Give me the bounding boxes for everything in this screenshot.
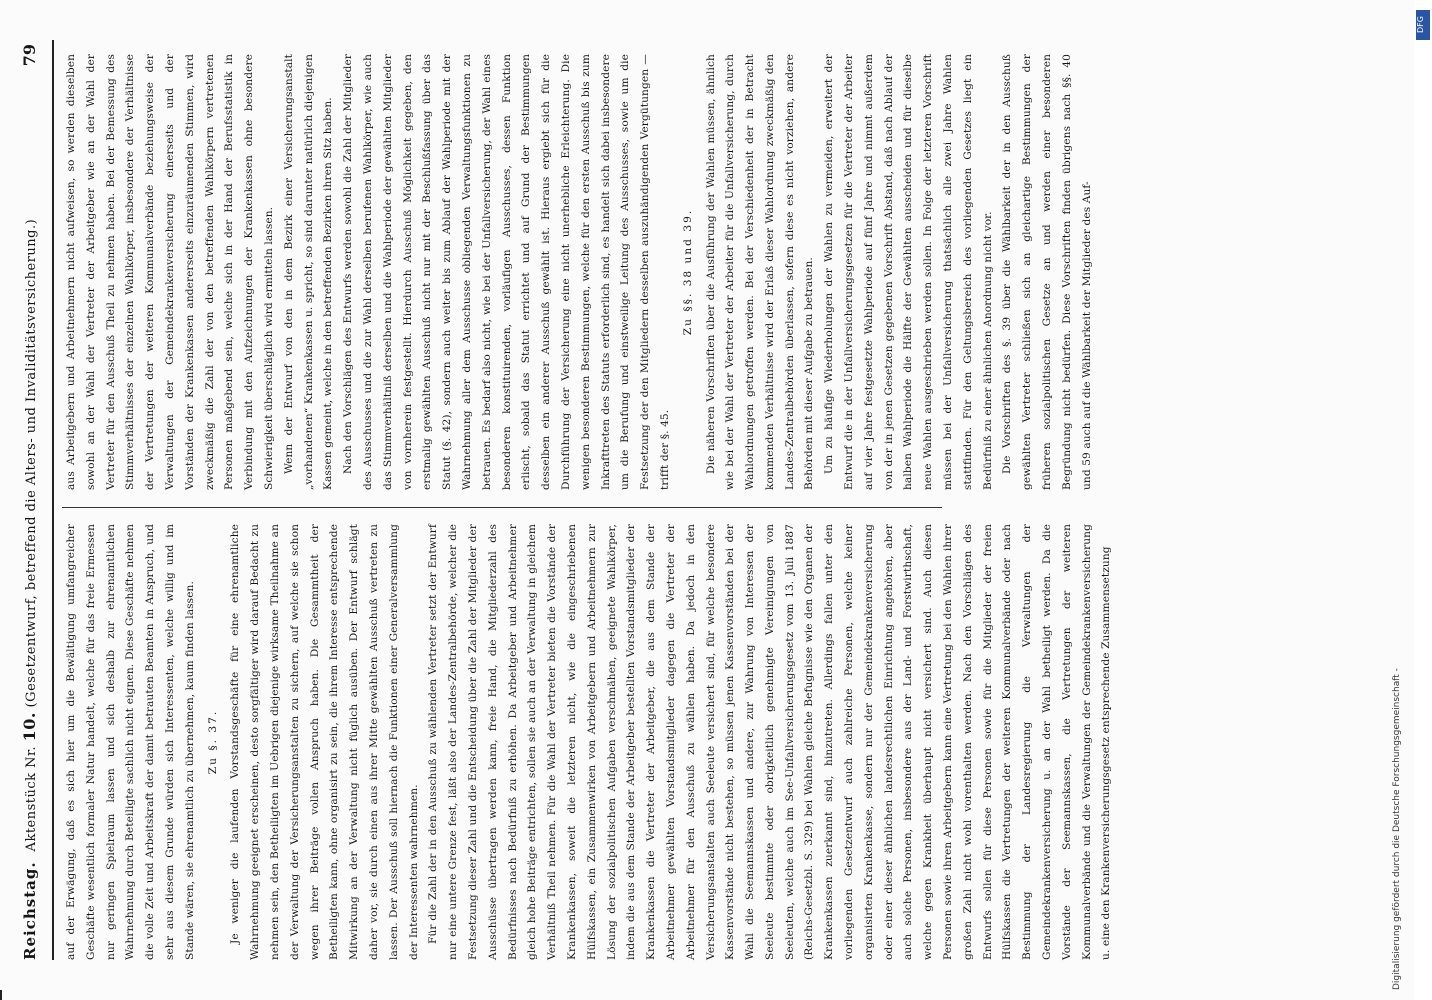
section-heading: Zu §. 37. [206,709,219,775]
paragraph: Für die Zahl der in den Ausschuß zu wählenden Vertreter setzt der Entwurf nur eine untere Grenze fest, läßt also der Landes-Zentralbehörde, welcher die Festsetzung dieser Zahl und die Entscheidung über die Zahl der Mitglieder der Ausschüsse übertragen werden kann, freie Hand, die Mitgliederzahl des Bedürfnisses nach Bedürfniß zu erhöhen. Da Arbeitgeber und Arbeitnehmer gleich hohe Beiträge entrichten, sollen sie auch an der Verwaltung in gleichem Verhältniß Theil nehmen. Für die Wahl der Vertreter bieten die Vorstände der Krankenkassen, soweit die letzteren nicht, wie die eingeschriebenen Hülfskassen, ein Zusammenwirken von Arbeitgebern und Arbeitnehmern zur Lösung der sozialpolitischen Aufgaben verschmähen, geeignete Wahlkörper, indem die aus dem Stande der Arbeitgeber bestellten Vorstandsmitglieder der Krankenkassen die Vertreter der Arbeitgeber, die aus dem Stande der Arbeitnehmer gewählten Vorstandsmitglieder dagegen die Vertreter der Arbeitnehmer für den Ausschuß zu wählen haben. Da jedoch in den Versicherungsanstalten auch Seeleute versichert sind, für welche besondere Kassenvorstände nicht bestehen, so müssen jenen Kassenvorständen bei der Wahl die Seemannskassen und andere, zur Wahrung von Interessen der Seeleute bestimmte oder obrigkeitlich genehmigte Vereinigungen von Seeleuten, welche auch im See-Unfallversicherungsgesetz vom 13. Juli 1887 (Reichs-Gesetzbl. S. 329) bei Wahlen gleiche Befugnisse wie den Organen der Krankenkassen zuerkannt sind, hinzutreten. Allerdings fallen unter den vorliegenden Gesetzentwurf auch zahlreiche Personen, welche keiner organisirten Krankenkasse, sondern nur der Gemeindekrankenversicherung oder einer dieser ähnlichen landesrechtlichen Einrichtung angehören, aber auch solche Personen, insbesondere aus der Land- und Forstwirthschaft, welche gegen Krankheit überhaupt nicht versichert sind. Auch diesen Personen sowie ihren Arbeitgebern kann eine Vertretung bei den Wahlen ihrer großen Zahl nicht wohl vorenthalten werden. Nach den Vorschlägen des Entwurfs sollen für diese Personen sowie für die Mitglieder der freien Hülfskassen die Vertretungen der weiteren Kommunalverbände oder nach Bestimmung der Landesregierung die Verwaltungen der Gemeindekrankenversicherung u. an der Wahl betheiligt werden. Da die Vorstände der Seemannskassen, die Vertretungen der weiteren Kommunalverbände und die Verwaltungen der Gemeindekrankenversicherung u. eine den Krankenversicherungsgesetz entsprechende Zusammensetzung [427,524,1113,960]
page-edge-mark [0,990,32,1000]
text-column-right [62,54,1097,490]
paragraph: Wenn der Entwurf von den in dem Bezirk einer Versicherungsanstalt „vorhandenen“ Krankenkassen u. spricht, so sind darunter natürlich diejenigen Kassen gemeint, welche in den betreffenden Bezirken ihren Sitz haben. [282,54,335,490]
section-heading: Zu §§. 38 und 39. [681,208,694,336]
header-reichstag: Reichstag. [21,861,39,960]
page-header [20,40,54,960]
paragraph: Um zu häufige Wiederholungen der Wahlen zu vermeiden, erweitert der Entwurf die in der Unfallversicherungsgesetzen für die Vertreter der Arbeiter auf vier Jahre festgesetzte Wahlperiode auf fünf Jahre und nimmt außerdem von der in jenen Gesetzen gegebenen Vorschrift Abstand, daß nach Ablauf der halben Wahlperiode die Hälfte der Gewählten ausscheiden und für dieselbe neue Wahlen ausgeschrieben werden sollen. In Folge der letzteren Vorschrift müssen bei der Unfallversicherung thatsächlich alle zwei Jahre Wahlen stattfinden. Für den Geltungsbereich des vorliegenden Gesetzes liegt ein Bedürfniß zu einer ähnlichen Anordnung nicht vor. [823,54,994,490]
paragraph: Je weniger die laufenden Vorstandsgeschäfte für eine ehrenamtliche Wahrnehmung geeignet erscheinen, desto sorgfältiger wird darauf Bedacht zu nehmen sein, den Betheiligten im Uebrigen diejenige wirksame Theilnahme an der Verwaltung der Versicherungsanstalten zu sichern, auf welche sie schon wegen ihrer Beiträge vollen Anspruch haben. Die Gesammtheit der Betheiligten kann, ohne organisirt zu sein, die ihrem Interesse entsprechende Mitwirkung an der Verwaltung nicht füglich ausüben. Der Entwurf schlägt daher vor, sie durch einen aus ihrer Mitte gewählten Ausschuß vertreten zu lassen. Der Ausschuß soll hiernach die Funktionen einer Generalversammlung der Interessenten wahrnehmen. [229,524,420,960]
column-divider [62,507,942,508]
text-column-left [62,524,1117,960]
paragraph: auf der Erwägung, daß es sich hier um die Bewältigung umfangreicher Geschäfte wesentlich formaler Natur handelt, welche für das freie Ermessen nur geringen Spielraum lassen und sich deshalb zur ehrenamtlichen Wahrnehmung durch Beteiligte sachlich nicht eignen. Diese Geschäfte nehmen die volle Zeit und Arbeitskraft der damit betrauten Beamten in Anspruch, und sehr aus diesem Grunde würden sich Interessenten, welche willig und im Stande wären, sie ehrenamtlich zu übernehmen, kaum finden lassen. [65,524,196,960]
header-title-rest: (Gesetzentwurf, betreffend die Alters- und Invaliditätsversicherung.) [24,218,39,708]
digitization-credit: Digitalisierung gefördert durch die Deutsche Forschungsgemeinschaft - [1392,668,1402,990]
header-title [20,66,39,861]
paragraph: Die Vorschriften des §. 39 über die Wählbarkeit der in den Ausschuß gewählten Vertreter schließen sich an gleichartige Bestimmungen der früheren sozialpolitischen Gesetze an und werden einer besonderen Begründung nicht bedürfen. Diese Vorschriften finden übrigens nach §§. 40 und 59 auch auf die Wählbarkeit der Mitglieder des Auf- [1001,54,1093,490]
rotated-sheet [20,40,1320,960]
paragraph: Die näheren Vorschriften über die Ausführung der Wahlen müssen, ähnlich wie bei der Wahl der Vertreter der Arbeiter für die Unfallversicherung, durch Wahlordnungen getroffen werden. Bei der Verschiedenheit der in Betracht kommenden Verhältnisse wird der Erlaß dieser Wahlordnung zweckmäßig den Landes-Zentralbehörden überlassen, sofern diese es nicht vorziehen, andere Behörden mit dieser Aufgabe zu betrauen. [704,54,816,490]
paragraph: aus Arbeitgebern und Arbeitnehmern nicht aufweisen, so werden dieselben sowohl an der Wahl der Vertreter der Arbeitgeber wie an der Wahl der Vertreter für den Ausschuß Theil zu nehmen haben. Bei der Bemessung des Stimmverhältnisses der einzelnen Wahlkörper, insbesondere der Verhältnisse der Vertretungen der weiteren Kommunalverbände beziehungsweise der Verwaltungen der Gemeindekrankenversicherung einerseits und der Vorständen der Krankenkassen andererseits einzuräumenden Stimmen, wird zweckmäßig die Zahl der von den betreffenden Wahlkörpern vertretenen Personen maßgebend sein, welche sich in der Hand der Berufsstatistik in Verbindung mit den Aufzeichnungen der Krankenkassen ohne besondere Schwierigkeit überschläglich wird ermitteln lassen. [65,54,275,490]
dfg-logo: DFG [1416,10,1430,40]
scan-margin [1414,0,1432,1000]
page-number: 79 [20,44,39,67]
header-title-prefix: Aktenstück Nr. [24,746,39,852]
header-title-number: 10. [20,712,39,742]
paragraph: Nach den Vorschlägen des Entwurfs werden sowohl die Zahl der Mitglieder des Ausschusses und die zur Wahl derselben berufenen Wahlkörper, wie auch das Stimmverhältniß derselben und die Wahlperiode der gewählten Mitglieder von vornherein festgestellt. Hierdurch Ausschuß Möglichkeit gegeben, den erstmalig gewählten Ausschuß nicht nur mit der Beschlußfassung über das Statut (§. 42), sondern auch weiter bis zum Ablauf der Wahlperiode mit der Wahrnehmung aller dem Ausschusse obliegenden Verwaltungsfunktionen zu betrauen. Es bedarf also nicht, wie bei der Unfallversicherung, der Wahl eines besonderen konstituirenden, vorläufigen Ausschusses, dessen Funktion erlischt, sobald das Statut errichtet und auf Grund der Bestimmungen desselben ein anderer Ausschuß gewählt ist. Hieraus ergiebt sich für die Durchführung der Versicherung eine nicht unerhebliche Erleichterung. Die wenigen besonderen Bestimmungen, welche für den ersten Ausschuß bis zum Inkrafttreten des Statuts erforderlich sind, es handelt sich dabei insbesondere um die Berufung und einstweilige Leitung des Ausschusses, sowie um die Festsetzung der den Mitgliedern desselben auszuhändigenden Vergütungen — trifft der §. 45. [342,54,671,490]
